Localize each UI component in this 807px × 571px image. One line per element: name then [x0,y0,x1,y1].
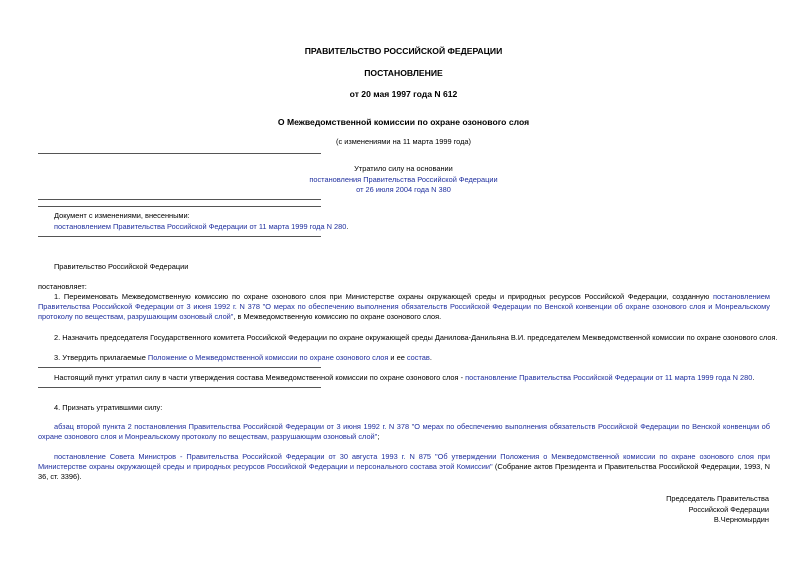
paragraph-3-note-tail: . [752,373,755,382]
issuer: Правительство Российской Федерации [54,262,189,271]
paragraph-1 [38,292,770,322]
changes-label: Документ с изменениями, внесенными: [54,211,190,220]
lost-force-text: Утратило силу на основании [354,164,453,173]
lost-force-link-date[interactable]: от 26 июля 2004 года N 380 [356,185,451,194]
paragraph-1-tail: , в Межведомственную комиссию по охране озонового слоя. [233,312,442,321]
paragraph-4: 4. Признать утратившими силу: [54,403,163,412]
paragraph-4b [38,452,770,482]
paragraph-3-text: 3. Утвердить прилагаемые [54,353,148,362]
resolves: постановляет: [38,282,87,291]
government-heading: ПРАВИТЕЛЬСТВО РОССИЙСКОЙ ФЕДЕРАЦИИ [304,46,503,56]
signature-name: В.Черномырдин [713,515,769,524]
paragraph-1-text: 1. Переименовать Межведомственную комиссию по охране озонового слоя при Министерстве охраны окружающей среды и природных ресурсов Российской Федерации, созданную [54,292,713,301]
divider [38,367,321,368]
paragraph-3-link-regulation[interactable]: Положение о Межведомственной комиссии по охране озонового слоя [147,353,389,362]
divider [38,236,321,237]
paragraph-3-tail: . [429,353,432,362]
paragraph-3-note-text: Настоящий пункт утратил силу в части утверждения состава Межведомственной комиссии по охране озонового слоя - [54,373,466,382]
paragraph-3-note [54,373,754,382]
lost-force-link[interactable]: постановления Правительства Российской Федерации [309,175,498,184]
paragraph-4a-link[interactable]: абзац второй пункта 2 постановления Правительства Российской Федерации от 3 июня 1992 г. N 378 "О мерах по обеспечению выполнения обязательств Российской Федерации по Венской конвенции об охране озонового слоя и Монреальскому протоколу по веществам, разрушающим озоновый слой" [38,422,770,441]
changes-line [54,222,348,231]
paragraph-3-link-composition[interactable]: состав [406,353,430,362]
paragraph-4b-tail: (Собрание актов Президента и Правительства Российской Федерации, 1993, N 36, ст. 3396). [38,462,771,481]
divider [38,199,321,200]
paragraph-4a-tail: ; [377,432,380,441]
paragraph-1-link[interactable]: постановлением Правительства Российской Федерации от 3 июня 1992 г. N 378 "О мерах по обеспечению выполнения обязательств Российской Федерации по Венской конвенции об охране озонового слоя и Монреальскому протоколу по веществам, разрушающим озоновый слой" [38,292,770,321]
changes-link[interactable]: постановлением Правительства Российской Федерации от 11 марта 1999 года N 280 [54,222,347,231]
divider [38,387,321,388]
divider [38,206,321,207]
changes-tail: . [346,222,349,231]
document-title: О Межведомственной комиссии по охране озонового слоя [277,117,530,127]
signature-position: Председатель Правительства [666,494,769,503]
divider [38,153,321,154]
paragraph-4a [38,422,770,442]
document-type: ПОСТАНОВЛЕНИЕ [364,68,443,78]
document-date-number: от 20 мая 1997 года N 612 [349,89,458,99]
paragraph-3-mid: и ее [388,353,407,362]
paragraph-2: 2. Назначить председателя Государственного комитета Российской Федерации по охране окружающей среды Данилова-Данильяна В.И. председателем Межведомственной комиссии по охране озонового слоя. [54,333,778,342]
paragraph-3 [54,353,432,362]
paragraph-3-note-link[interactable]: постановление Правительства Российской Федерации от 11 марта 1999 года N 280 [465,373,753,382]
signature-block [666,494,769,526]
changes-note: (с изменениями на 11 марта 1999 года) [335,137,472,146]
paragraph-4b-link[interactable]: постановление Совета Министров - Правительства Российской Федерации от 30 августа 1993 г. N 875 "Об утверждении Положения о Межведомственной комиссии по охране озонового слоя при Министерстве охраны окружающей среды и природных ресурсов Российской Федерации и персонального состава этой Комиссии" [38,452,770,471]
signature-country: Российской Федерации [688,504,769,514]
